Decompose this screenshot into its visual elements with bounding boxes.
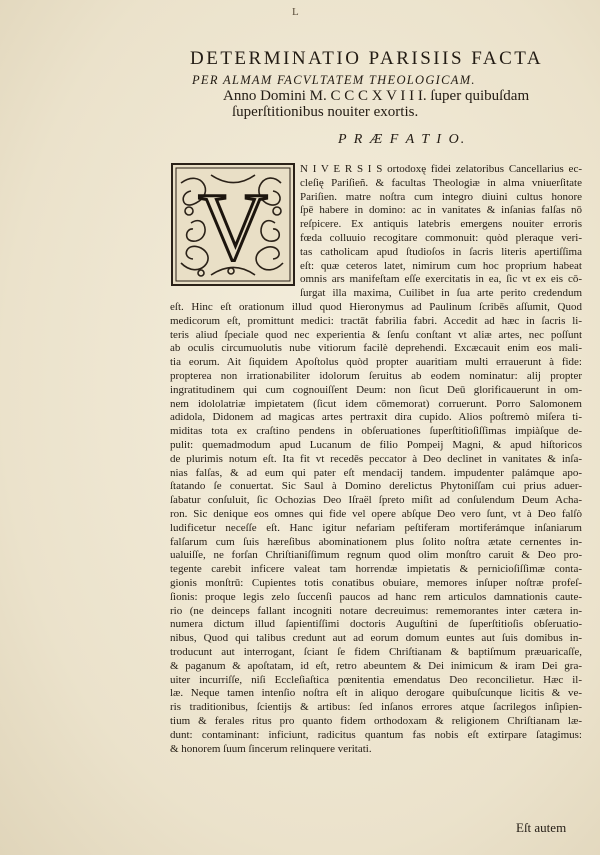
- text-line: omnis ars manifeſtam eſſe exercitatis in ea, ſic vt ex eis cō-: [300, 273, 582, 286]
- text-line: medicorum eſt, promittunt medici: tractāt fabrilia fabri. Accedit ad hæc in ſacris li-: [170, 314, 582, 327]
- text-line: rio (ne deinceps fallant incogniti notare decreuimus: rememorantes inter cætera in-: [170, 604, 582, 617]
- folio-mark: L: [292, 6, 299, 18]
- text-line: troducunt aut interrogant, ſciant ſe fidem Chriſtianam & baptiſmum præuaricaſſe,: [170, 646, 582, 658]
- text-line: dunt: contaminant: inficiunt, radicitus quantum fas nobis eſt extirpare ſatagimus:: [170, 728, 582, 741]
- text-line: N I V E R S I S ortodoxę fidei zelatoribus Cancellarius ec-: [300, 163, 582, 175]
- heading-line-1: DETERMINATIO PARISIIS FACTA: [190, 48, 544, 69]
- text-line: ſtatando ſe conuertat. Sic Saul à Domino derelictus Phytoniſſam cui prius aduer-: [170, 480, 582, 493]
- text-line: adidola, Didonem ad magicas artes pertraxit dira cupido. Alios poſtremò miſera ti-: [170, 411, 582, 424]
- text-line: ſpē habere in domino: ac in vanitates & inſanias falſas nō: [300, 204, 582, 217]
- text-line: ſabatur conſuluit, ſic Ochozias Deo Iſraël ſpreto miſit ad conſulendum Deum Acha-: [170, 494, 582, 507]
- text-line: ludificetur neceſſe eſt. Hanc igitur nefariam peſtiferam mortiferámque inſaniarum: [170, 521, 582, 534]
- initial-letter: V: [198, 173, 268, 280]
- heading-line-3: Anno Domini M. C C C X V I I I. ſuper quibuſdam: [223, 88, 530, 104]
- text-line: fœda colluuio recogitare commonuit: quòd pleraque veri-: [300, 232, 582, 244]
- text-line: numera dictum illud ſapientiſſimi doctoris Auguſtini de ſuperſtitioſis obſeruatio-: [170, 618, 582, 631]
- text-line: falſarum cum ſuis hæreſibus abominationem plus ſolito noſtra ætate cernentes in-: [170, 535, 582, 548]
- text-line: eſt: quæ ceteros latet, nimirum cum hoc proprium habeat: [300, 259, 582, 272]
- text-line: uiter incurriſſe, niſi Eccleſiaſtica pœnitentia emendatus Deo reconcilietur. Hæc il-: [170, 673, 582, 686]
- heading-line-2: PER ALMAM FACVLTATEM THEOLOGICAM.: [192, 73, 476, 87]
- text-line: ab oculis circumuolutis nube vitiorum facilè deprehendi. Excæcauit enim eos mali-: [170, 342, 582, 355]
- text-line: læ. Neque tamen intenſio noſtra eſt in aliquo derogare quibuſcunque licitis & ve-: [170, 687, 582, 700]
- text-line: tium & ferales ritus pro quanto fidem orthodoxam & religionem Chriſtianam læ-: [170, 715, 582, 727]
- text-line: teris aliud ſpeciale quod nec experientia & ſenſu conſtant vt aliæ artes, nec poſſunt: [170, 328, 582, 341]
- text-line: & honorem ſuum ſincerum relinquere veritati.: [170, 742, 372, 755]
- catchword: Eſt autem: [516, 820, 567, 835]
- text-line: ſionis: proque legis zelo ſuccenſi paucos ad hanc rem articulos damnationis caute-: [170, 590, 582, 603]
- text-line: ron. Sic denique eos omnes qui fide vel opere abſque Deo vero ſunt, vt à Deo falſò: [170, 508, 582, 520]
- text-line: tia eorum. Ait ſiquidem Apoſtolus quòd propter auaritiam multi errauerunt à fide:: [170, 356, 582, 369]
- text-line: pulit: quemadmodum apud Lucanum de filio Pompeij Magni, & apud hiſtoricos: [170, 439, 582, 451]
- text-line: reſpicere. Ex antiquis latebris emergens nouiter erroris: [300, 218, 582, 231]
- text-line: & paganum & apoſtatam, id eſt, retro abeuntem & Dei inimicum & iram Dei gra-: [170, 659, 582, 672]
- text-line: nias falſas, & ad eum qui pater eſt mendacij tandem. impudenter palámque apo-: [170, 466, 582, 479]
- text-line: eſt. Hinc eſt orationum illud quod Hieronymus ad Paulinum ſcribēs aſſumit, Quod: [170, 301, 582, 313]
- text-line: ſurgat illa maxima, Cuilibet in ſua arte perito credendum: [300, 287, 582, 300]
- text-line: miditas tota ex craſtino pendens in obſeruationes ſuperſtitioſiſſimas impiàſque de-: [170, 425, 582, 438]
- text-line: de plurimis notum eſt. Ita fit vt recedēs peccator à Deo declinet in vanitates & inſa-: [170, 452, 582, 465]
- text-line: gionis monſtrū: Cupientes totis conatibus obuiare, memores inſuper noſtræ profeſ-: [170, 577, 582, 589]
- text-line: nibus, Quod qui talibus credunt aut ad eorum domum euntes aut ſuis domibus in-: [170, 632, 582, 645]
- text-line: ingratitudinem qui cum cognouiſſent Deum: non ſicut Deū glorificauerunt in om-: [170, 383, 582, 396]
- text-line: propterea non irrationabiliter idolorum ſeruitus ab eodem nominatur: alij propter: [170, 370, 582, 382]
- preface-title: P R Æ F A T I O.: [338, 132, 467, 147]
- text-line: tegente carebit inficere valeat tam horrendæ impietatis & pernicioſiſſimæ conta-: [170, 563, 582, 576]
- text-line: Pariſien. matre noſtra cum integro diuini cultus honore: [300, 190, 582, 203]
- heading-line-4: ſuperſtitionibus nouiter exortis.: [232, 104, 419, 120]
- text-line: tas catholicam apud ſtudioſos in ſacris literis apertiſſima: [300, 245, 582, 258]
- text-line: nem idololatriæ impietatem (ſicut idem cōmemorat) corruerunt. Porro Salomonem: [170, 397, 582, 410]
- text-line: ualuiſſe, ne forſan Chriſtianiſſimum regnum quod olim monſtro caruit & Deo pro-: [170, 549, 582, 562]
- text-line: ris traditionibus, ſcientijs & artibus: ſed inſanos errores atque ſacrilegos inſipien-: [170, 701, 582, 714]
- text-line: cleſię Pariſieñ. & facultas Theologiæ in alma vniuerſitate: [300, 176, 582, 189]
